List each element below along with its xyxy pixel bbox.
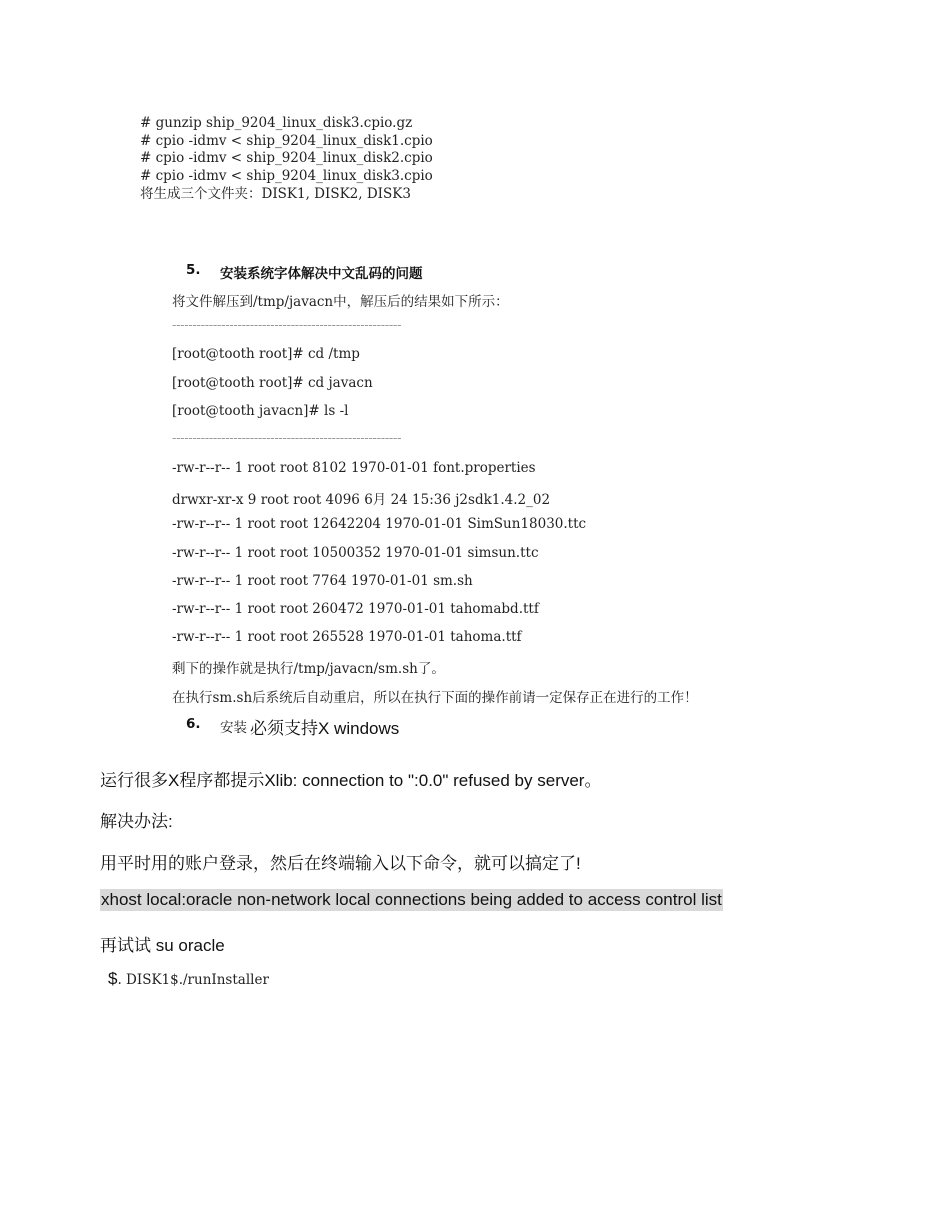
command-line-3: [root@tooth javacn]# ls -l [172,403,349,419]
run-installer-command: . DISK1$./runInstaller [117,972,269,988]
separator-2: -------------------------------------------------------- [172,431,402,446]
section6-number: 6. [186,716,201,732]
after-note-2: 在执行sm.sh后系统后自动重启，所以在执行下面的操作前请一定保存正在进行的工作！ [172,690,698,706]
paragraph-solution-label: 解决办法: [100,812,173,831]
listing-line-4: -rw-r--r-- 1 root root 10500352 1970-01-01 simsun.ttc [172,545,539,561]
listing-line-5: -rw-r--r-- 1 root root 7764 1970-01-01 sm.sh [172,573,473,589]
section6-title-prefix: 安装 [220,720,247,736]
top-code-line-3: # cpio -idmv < ship_9204_linux_disk2.cpio [140,150,433,166]
listing-line-7: -rw-r--r-- 1 root root 265528 1970-01-01 tahoma.ttf [172,629,522,645]
paragraph-xhost-command: xhost local:oracle non-network local connections being added to access control list [101,890,722,909]
section5-number: 5. [186,262,201,278]
top-code-line-1: # gunzip ship_9204_linux_disk3.cpio.gz [140,115,413,131]
listing-line-2: drwxr-xr-x 9 root root 4096 6月 24 15:36 j2sdk1.4.2_02 [172,492,551,508]
paragraph-solution-instructions: 用平时用的账户登录，然后在终端输入以下命令，就可以搞定了! [100,854,581,873]
command-line-2: [root@tooth root]# cd javacn [172,375,373,391]
top-code-result: 将生成三个文件夹：DISK1, DISK2, DISK3 [140,186,411,202]
command-line-1: [root@tooth root]# cd /tmp [172,346,360,362]
listing-line-6: -rw-r--r-- 1 root root 260472 1970-01-01 tahomabd.ttf [172,601,539,617]
top-code-line-4: # cpio -idmv < ship_9204_linux_disk3.cpio [140,168,433,184]
section6-title: 必须支持X windows [250,719,400,738]
paragraph-su-oracle: 再试试 su oracle [100,936,225,955]
section5-title: 安装系统字体解决中文乱码的问题 [220,266,423,282]
section5-intro: 将文件解压到/tmp/javacn中，解压后的结果如下所示： [172,294,509,310]
listing-line-3: -rw-r--r-- 1 root root 12642204 1970-01-01 SimSun18030.ttc [172,516,587,532]
run-installer-line [100,951,269,989]
paragraph-xlib-error: 运行很多X程序都提示Xlib: connection to ":0.0" refused by server。 [100,771,602,790]
separator-1: -------------------------------------------------------- [172,318,402,333]
prompt-symbol: $ [108,969,118,988]
listing-line-1: -rw-r--r-- 1 root root 8102 1970-01-01 font.properties [172,460,536,476]
top-code-line-2: # cpio -idmv < ship_9204_linux_disk1.cpio [140,133,433,149]
after-note-1: 剩下的操作就是执行/tmp/javacn/sm.sh了。 [172,661,445,677]
